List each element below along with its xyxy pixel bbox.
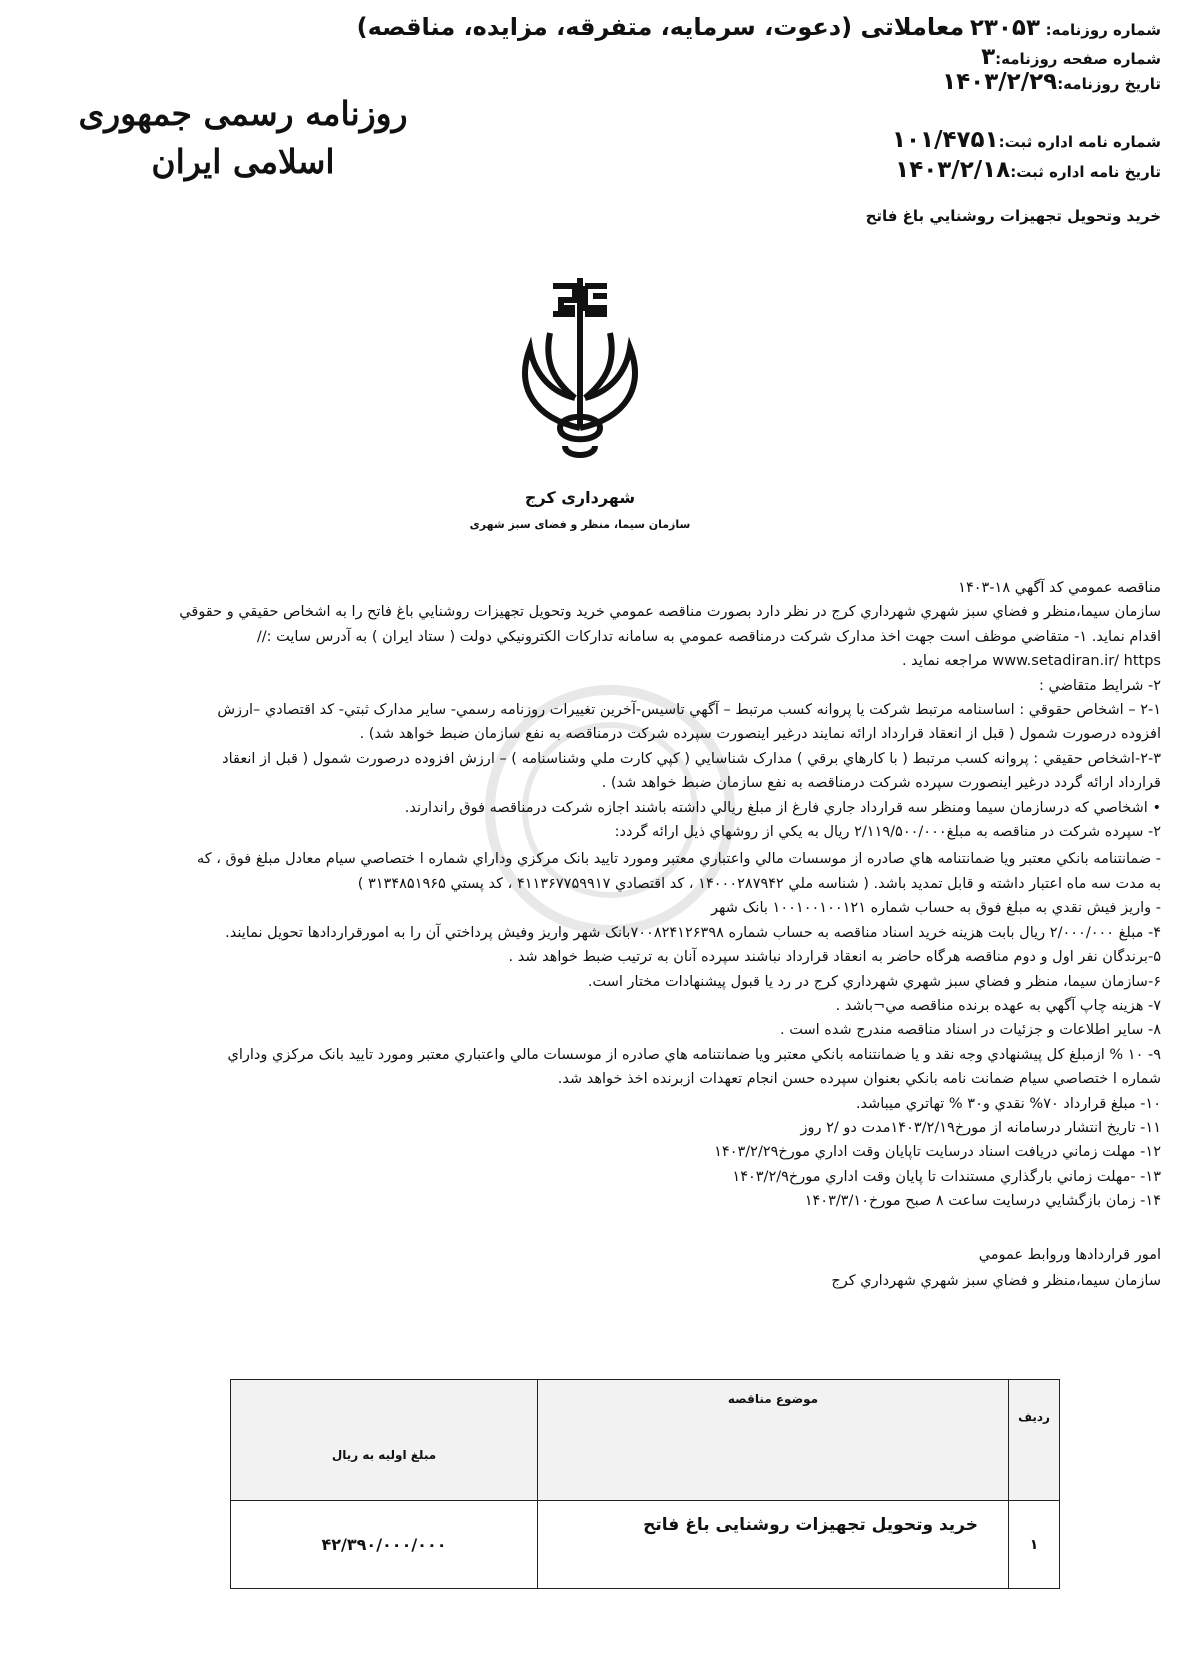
registry-number-line: [892, 127, 1161, 153]
body-line: مناقصه عمومي کد آگهي ۱۸-۱۴۰۳: [958, 580, 1161, 596]
gazette-number-line: [357, 14, 1161, 42]
signature-department: امور قراردادها وروابط عمومي: [978, 1247, 1161, 1263]
page-number: ۳: [981, 44, 996, 70]
notice-body: [31, 576, 1161, 1214]
org-subname: سازمان سیما، منظر و فضای سبز شهری: [469, 518, 691, 531]
column-header-subject: موضوع مناقصه: [538, 1380, 1009, 1501]
body-line: ۸- ساير اطلاعات و جزئيات در اسناد مناقصه مندرج شده است .: [780, 1022, 1161, 1039]
registry-date-line: [895, 157, 1161, 183]
tender-table: [230, 1379, 1060, 1589]
body-line: ۱۳- -مهلت زماني بارگذاري مستندات تا پايان وقت اداري مورخ۱۴۰۳/۲/۹: [732, 1168, 1161, 1185]
page-number-line: [981, 44, 1161, 70]
row-number-cell: ۱: [1009, 1501, 1060, 1589]
notice-title: خريد وتحويل تجهيزات روشنايي باغ فاتح: [865, 207, 1161, 225]
body-line: قرارداد ارائه گردد درغير اينصورت سپرده شرکت درمناقصه به نفع سازمان ضبط خواهد شد) .: [601, 775, 1161, 792]
gazette-section: معاملاتی (دعوت، سرمایه، متفرقه، مزایده، مناقصه): [356, 13, 965, 41]
body-line: - ضمانتنامه بانکي معتبر ويا ضمانتنامه هاي صادره از موسسات مالي واعتباري معتبر ومورد تاييد بانک مرکزي وداراي شماره ا ختصاصي سيام معادل مبلغ فوق ، که: [196, 851, 1161, 868]
gazette-number-label: شماره روزنامه:: [1045, 21, 1161, 39]
org-name: شهرداری کرج: [524, 488, 636, 507]
karaj-municipality-emblem-icon: [505, 278, 655, 468]
body-line: ۵-برندگان نفر اول و دوم مناقصه هرگاه حاضر به انعقاد قرارداد نباشند سپرده آنان به ترتيب ضبط خواهد شد .: [508, 949, 1161, 966]
gazette-number: ۲۳۰۵۳: [969, 15, 1041, 41]
body-line: ۲- سپرده شرکت در مناقصه به مبلغ۲/۱۱۹/۵۰۰/۰۰۰ ريال به يکي از روشهاي ذيل ارائه گردد:: [614, 824, 1161, 841]
gazette-date-line: [942, 69, 1161, 95]
signature-block: [831, 1242, 1161, 1294]
registry-date-label: تاریخ نامه اداره ثبت:: [1010, 163, 1161, 181]
body-line: ۲- شرايط متقاضي :: [1038, 677, 1161, 694]
gazette-date: ۱۴۰۳/۲/۲۹: [942, 69, 1058, 95]
registry-number-label: شماره نامه اداره ثبت:: [998, 133, 1161, 151]
body-line: ۶-سازمان سيما، منظر و فضاي سبز شهري شهرداري کرج در رد يا قبول پيشنهادات مختار است.: [587, 973, 1161, 990]
gazette-date-label: تاریخ روزنامه:: [1057, 75, 1161, 93]
body-line: ۱۱- تاريخ انتشار درسامانه از مورخ۱۴۰۳/۲/۱۹مدت دو /۲ روز: [800, 1119, 1161, 1136]
body-line: افزوده درصورت شمول ( قبل از انعقاد قرارداد ارائه نمايند درغير اينصورت سپرده شرکت درمناقصه به نفع سازمان ضبط خواهد شد) .: [359, 726, 1161, 743]
official-gazette-banner: روزنامه رسمی جمهوری اسلامی ایران: [78, 94, 408, 181]
amount-cell: ۴۲/۳۹۰/۰۰۰/۰۰۰: [231, 1501, 538, 1589]
body-line: ۴- مبلغ ۲/۰۰۰/۰۰۰ ريال بابت هزينه خريد اسناد مناقصه به حساب شماره ۷۰۰۸۲۴۱۲۶۳۹۸بانک شهر واريز وفيش پرداختي آن را به امورقراردادها تحويل نمايند.: [225, 924, 1161, 941]
page-number-label: شماره صفحه روزنامه:: [995, 50, 1161, 68]
body-line: www.setadiran.ir/ https مراجعه نمايد .: [901, 653, 1161, 670]
body-line: اقدام نمايد. ۱- متقاضي موظف است جهت اخذ مدارک شرکت درمناقصه عمومي به سامانه تدارکات الکترونيکي دولت ( ستاد ايران ) به آدرس سايت ://: [256, 628, 1161, 645]
body-line: ۱۲- مهلت زماني دريافت اسناد درسايت تاپايان وقت اداري مورخ۱۴۰۳/۲/۲۹: [714, 1144, 1161, 1161]
body-line: ۲-۳-اشخاص حقيقي : پروانه کسب مرتبط ( با کارهاي برقي ) مدارک شناسايي ( کپي کارت ملي وشناسنامه ) – ارزش افزوده درصورت شمول ( قبل از انعقاد: [222, 750, 1161, 767]
body-line: شماره ا ختصاصي سيام ضمانت نامه بانکي بعنوان سپرده حسن انجام تعهدات ازبرنده اخذ خواهد شد.: [557, 1071, 1161, 1088]
table-row: [231, 1501, 1060, 1589]
column-header-amount: مبلغ اوليه به ريال: [231, 1380, 538, 1501]
body-line: سازمان سيما،منظر و فضاي سبز شهري شهرداري کرج در نظر دارد بصورت مناقصه عمومي خريد وتحويل تجهيزات روشنايي باغ فاتح را به اشخاص حقيقي و حقوقي: [179, 604, 1161, 621]
body-line: • اشخاصي که درسازمان سيما ومنظر سه قرارداد جاري فارغ از مبلغ ريالي داشته باشند اجازه شرکت درمناقصه فوق راندارند.: [404, 799, 1161, 816]
body-line: ۹- ۱۰ % ازمبلغ کل پيشنهادي وجه نقد و يا ضمانتنامه بانکي معتبر ويا ضمانتنامه هاي صادره از موسسات مالي واعتباري معتبر ومورد تاييد بانک مرکزي وداراي: [227, 1046, 1161, 1063]
body-line: - واريز فيش نقدي به مبلغ فوق به حساب شماره ۱۰۰۱۰۰۱۰۰۱۲۱ بانک شهر: [711, 900, 1161, 917]
column-header-row-number: رديف: [1009, 1380, 1060, 1501]
signature-organization: سازمان سيما،منظر و فضاي سبز شهري شهرداري کرج: [831, 1273, 1161, 1289]
registry-date: ۱۴۰۳/۲/۱۸: [895, 157, 1011, 183]
subject-cell: خرید وتحویل تجهیزات روشنایی باغ فاتح: [538, 1501, 1009, 1589]
registry-number: ۱۰۱/۴۷۵۱: [891, 127, 999, 153]
body-line: ۷- هزينه چاپ آگهي به عهده برنده مناقصه مي¬باشد .: [835, 997, 1161, 1014]
table-header-row: [231, 1380, 1060, 1501]
body-line: ۲-۱ – اشخاص حقوقي : اساسنامه مرتبط شرکت يا پروانه کسب مرتبط – آگهي تاسيس-آخرين تغييرات روزنامه رسمي- ساير مدارک ثبتي- کد اقتصادي –ارزش: [217, 702, 1161, 719]
body-line: به مدت سه ماه اعتبار داشته و قابل تمديد باشد. ( شناسه ملي ۱۴۰۰۰۲۸۷۹۴۲ ، کد اقتصادي ۴۱۱۳۶۷۷۵۹۹۱۷ ، کد پستي ۳۱۳۴۸۵۱۹۶۵ ): [357, 875, 1161, 892]
body-line: ۱۰- مبلغ قرارداد ۷۰% نقدي و۳۰ % تهاتري ميباشد.: [855, 1095, 1161, 1112]
body-line: ۱۴- زمان بازگشايي درسايت ساعت ۸ صبح مورخ۱۴۰۳/۳/۱۰: [804, 1193, 1161, 1210]
